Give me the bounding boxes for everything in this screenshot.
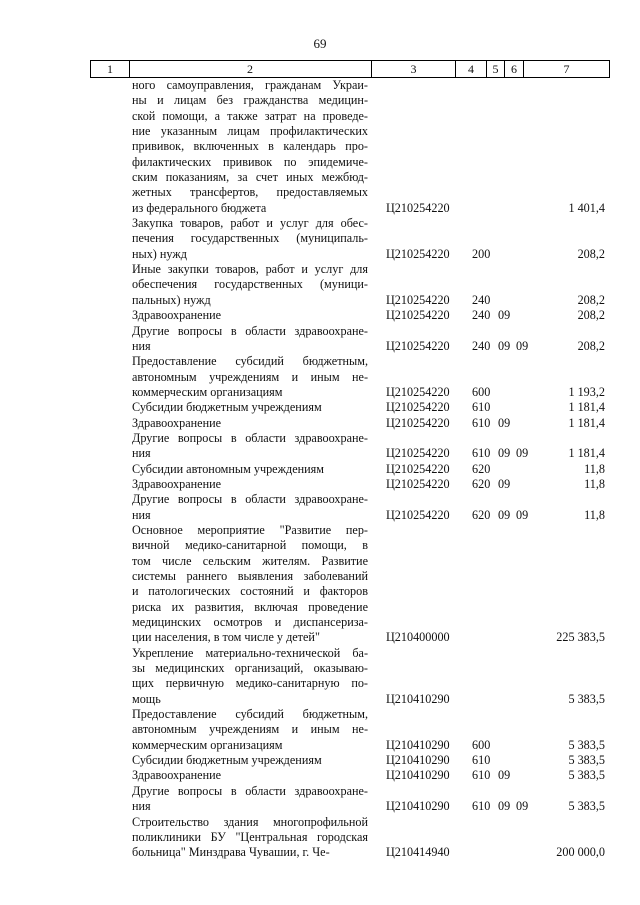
row-code: Ц210410290 [386,753,450,768]
table-row [0,492,640,523]
row-code: Ц210254220 [386,384,450,399]
row-amount: 200 000,0 [556,845,605,860]
row-description [132,768,368,783]
description-line: ния [132,799,151,814]
row-description [132,262,368,308]
description-line: щих первичную медико-санитарную по- [132,676,368,691]
table-row [0,753,640,768]
description-line: Другие вопросы в области здравоохране- [132,783,368,798]
header-col-1: 1 [90,61,130,77]
row-section: 09 [498,476,511,491]
row-description [132,707,368,753]
row-code: Ц210254220 [386,246,450,261]
row-subsection: 09 [516,799,529,814]
description-line: Здравоохранение [132,415,222,430]
table-row [0,646,640,707]
row-amount: 11,8 [584,507,605,522]
row-amount: 5 383,5 [568,691,605,706]
description-line: коммерческим организациям [132,737,283,752]
description-line: Другие вопросы в области здравоохране- [132,492,368,507]
table-row [0,477,640,492]
description-line: пальных) нужд [132,292,211,307]
row-description [132,78,368,216]
row-description [132,308,368,323]
row-code: Ц210254220 [386,507,450,522]
description-line: и патологических состояний и факторов [132,584,368,599]
table-row [0,416,640,431]
description-line: вичной медико-санитарной помощи, в [132,538,368,553]
description-line: филактических прививок по эпидемиче- [132,154,368,169]
description-line: ния [132,446,151,461]
description-line: больница" Минздрава Чувашии, г. Че- [132,845,330,860]
page-number: 69 [313,36,327,51]
row-amount: 208,2 [577,308,605,323]
row-type: 600 [472,384,491,399]
description-line: Укрепление материально-технической ба- [132,645,368,660]
table-header [90,60,610,78]
row-amount: 208,2 [577,292,605,307]
row-code: Ц210410290 [386,768,450,783]
row-description [132,492,368,523]
description-line: ции населения, в том числе у детей" [132,630,320,645]
table-row [0,431,640,462]
description-line: ного самоуправления, гражданам Украи- [132,78,368,92]
row-description [132,646,368,707]
row-amount: 208,2 [577,246,605,261]
row-code: Ц210254220 [386,308,450,323]
description-line: Предоставление субсидий бюджетным, [132,707,368,722]
description-line: Здравоохранение [132,308,222,323]
row-amount: 5 383,5 [568,737,605,752]
description-line: Субсидии автономным учреждениям [132,461,324,476]
description-line: автономным учреждениям и иным не- [132,722,368,737]
row-amount: 1 181,4 [568,415,605,430]
row-code: Ц210254220 [386,200,450,215]
description-line: ния [132,507,151,522]
description-line: ны и лицам без гражданства медицин- [132,93,368,108]
row-description [132,477,368,492]
header-col-4: 4 [456,61,487,77]
description-line: обеспечения государственных (муници- [132,277,368,292]
table-body [0,78,640,861]
row-code: Ц210414940 [386,845,450,860]
row-subsection: 09 [516,338,529,353]
row-section: 09 [498,338,511,353]
row-amount: 11,8 [584,476,605,491]
row-description [132,354,368,400]
description-line: медицинских осмотров и диспансериза- [132,615,368,630]
table-row [0,78,640,216]
description-line: Основное мероприятие "Развитие пер- [132,522,368,537]
description-line: риска их развития, включая проведение [132,599,368,614]
row-description [132,523,368,646]
description-line: ским показаниям, за счет иных межбюд- [132,170,368,185]
row-type: 600 [472,737,491,752]
table-row [0,308,640,323]
description-line: Предоставление субсидий бюджетным, [132,354,368,369]
description-line: печения государственных (муниципаль- [132,231,368,246]
description-line: Иные закупки товаров, работ и услуг для [132,262,368,277]
row-subsection: 09 [516,507,529,522]
row-code: Ц210254220 [386,415,450,430]
row-section: 09 [498,446,511,461]
row-code: Ц210254220 [386,338,450,353]
row-amount: 225 383,5 [556,630,605,645]
header-col-7: 7 [524,61,610,77]
row-type: 240 [472,338,491,353]
row-description [132,416,368,431]
header-col-3: 3 [372,61,456,77]
table-row [0,784,640,815]
row-amount: 208,2 [577,338,605,353]
description-line: Закупка товаров, работ и услуг для обес- [132,216,368,231]
description-line: Здравоохранение [132,476,222,491]
description-line: зы медицинских организаций, оказываю- [132,661,368,676]
row-description [132,400,368,415]
description-line: ской помощи, а также затрат на проведе- [132,108,368,123]
row-description [132,815,368,861]
description-line: ние указанным лицам профилактических [132,124,368,139]
row-code: Ц210254220 [386,446,450,461]
description-line: прививок, включенных в календарь про- [132,139,368,154]
row-type: 620 [472,476,491,491]
table-row [0,768,640,783]
row-amount: 1 193,2 [568,384,605,399]
description-line: поликлиники БУ "Центральная городская [132,829,368,844]
description-line: Другие вопросы в области здравоохране- [132,430,368,445]
header-col-2: 2 [129,61,372,77]
row-description [132,784,368,815]
description-line: автономным учреждениям и иным не- [132,369,368,384]
header-col-6: 6 [505,61,524,77]
row-section: 09 [498,308,511,323]
header-col-5: 5 [487,61,505,77]
row-type: 610 [472,799,491,814]
row-type: 610 [472,446,491,461]
description-line: Субсидии бюджетным учреждениям [132,400,322,415]
row-type: 200 [472,246,491,261]
row-amount: 5 383,5 [568,768,605,783]
table-row [0,462,640,477]
row-type: 620 [472,461,491,476]
row-code: Ц210410290 [386,737,450,752]
row-description [132,216,368,262]
row-description [132,431,368,462]
row-code: Ц210410290 [386,691,450,706]
description-line: Здравоохранение [132,768,222,783]
row-type: 610 [472,768,491,783]
row-amount: 5 383,5 [568,799,605,814]
description-line: жетных трансфертов, предоставляемых [132,185,368,200]
row-description [132,753,368,768]
row-code: Ц210254220 [386,476,450,491]
description-line: ния [132,338,151,353]
table-row [0,815,640,861]
row-section: 09 [498,799,511,814]
row-section: 09 [498,768,511,783]
row-code: Ц210254220 [386,461,450,476]
description-line: системы раннего выявления заболеваний [132,569,368,583]
table-row [0,354,640,400]
table-row [0,707,640,753]
row-section: 09 [498,507,511,522]
row-description [132,324,368,355]
description-line: Строительство здания многопрофильной [132,814,368,829]
row-code: Ц210410290 [386,799,450,814]
description-line: Другие вопросы в области здравоохране- [132,323,368,338]
row-type: 240 [472,308,491,323]
row-section: 09 [498,415,511,430]
table-row [0,262,640,308]
row-type: 610 [472,753,491,768]
table-row [0,324,640,355]
description-line: мощь [132,691,161,706]
table-row [0,523,640,646]
row-amount: 1 181,4 [568,446,605,461]
row-amount: 1 401,4 [568,200,605,215]
row-amount: 11,8 [584,461,605,476]
row-type: 620 [472,507,491,522]
row-type: 610 [472,400,491,415]
description-line: Субсидии бюджетным учреждениям [132,753,322,768]
row-subsection: 09 [516,446,529,461]
row-code: Ц210254220 [386,400,450,415]
description-line: коммерческим организациям [132,384,283,399]
description-line: ных) нужд [132,246,187,261]
row-amount: 1 181,4 [568,400,605,415]
table-row [0,216,640,262]
row-amount: 5 383,5 [568,753,605,768]
row-code: Ц210254220 [386,292,450,307]
description-line: том числе сельским жителям. Развитие [132,553,368,568]
row-type: 240 [472,292,491,307]
row-type: 610 [472,415,491,430]
description-line: из федерального бюджета [132,200,267,215]
row-code: Ц210400000 [386,630,450,645]
table-row [0,400,640,415]
row-description [132,462,368,477]
